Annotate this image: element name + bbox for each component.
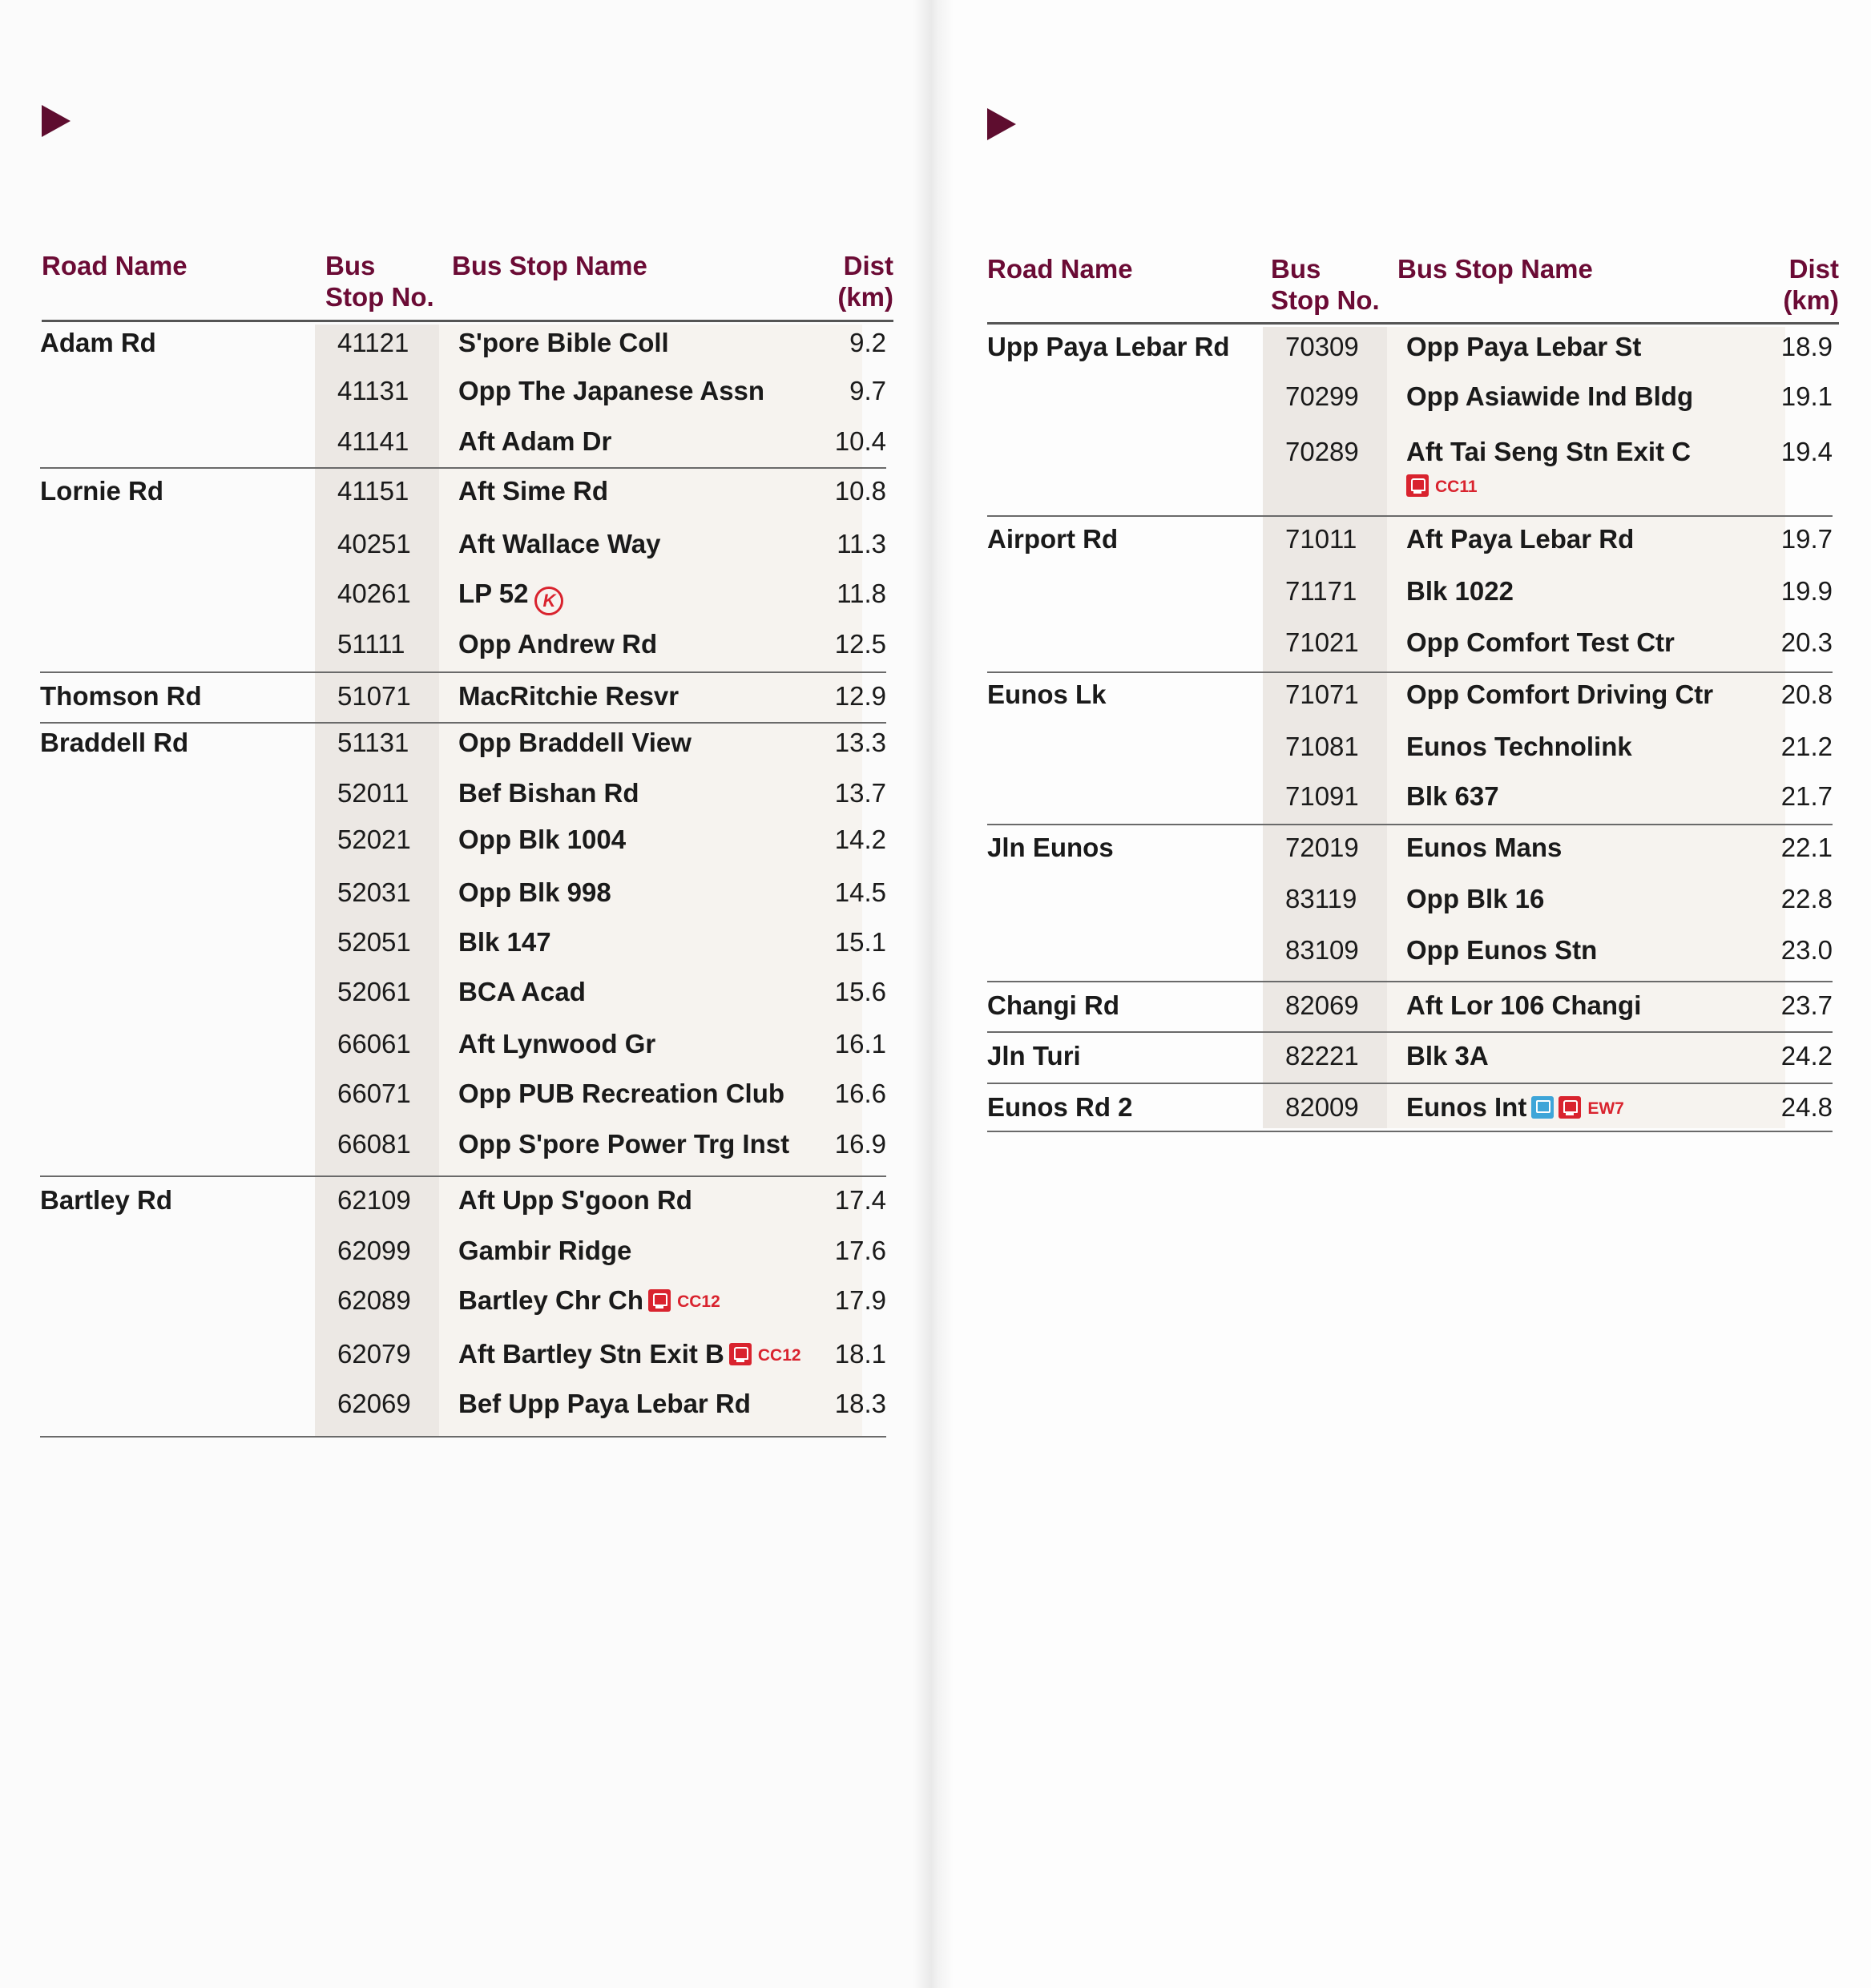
group-separator (987, 981, 1833, 982)
bus-stop-number: 72019 (1285, 833, 1359, 862)
mrt-station-code: EW7 (1587, 1099, 1624, 1118)
bus-stop-name-text: Opp The Japanese Assn (458, 376, 765, 405)
group-separator (987, 1031, 1833, 1033)
header-km: (km) (1783, 285, 1839, 315)
bus-stop-number: 62089 (337, 1285, 411, 1315)
bus-stop-name-text: Aft Bartley Stn Exit B (458, 1339, 724, 1369)
distance-km: 14.2 (834, 825, 886, 854)
header-stop-no: Stop No. (325, 282, 434, 312)
bus-stop-name-text: Bef Bishan Rd (458, 778, 639, 808)
bus-stop-number: 51071 (337, 681, 411, 711)
bus-stop-name-text: Eunos Int (1406, 1092, 1527, 1122)
header-road-name: Road Name (42, 251, 188, 280)
distance-km: 16.9 (834, 1129, 886, 1159)
bus-stop-number: 52011 (337, 778, 409, 808)
bus-stop-name-text: Aft Wallace Way (458, 529, 661, 558)
bus-stop-name-text: Opp Asiawide Ind Bldg (1406, 381, 1694, 411)
mrt-station-code: CC12 (757, 1346, 801, 1365)
group-separator (40, 671, 886, 673)
bus-stop-number: 40261 (337, 579, 411, 608)
distance-km: 18.9 (1780, 332, 1833, 361)
distance-km: 24.2 (1780, 1041, 1833, 1071)
road-name: Jln Turi (987, 1041, 1081, 1071)
bus-stop-number: 41121 (337, 328, 409, 357)
bus-stop-name (1406, 523, 1634, 555)
mrt-station-code: CC12 (677, 1292, 720, 1311)
bus-stop-name-text: BCA Acad (458, 977, 586, 1006)
bus-stop-number: 52051 (337, 927, 411, 957)
distance-km: 10.8 (834, 476, 886, 506)
bus-stop-name-text: Blk 1022 (1406, 576, 1514, 606)
bus-stop-number: 70299 (1285, 381, 1359, 411)
bus-stop-number: 51131 (337, 728, 409, 757)
bus-stop-number: 71081 (1285, 732, 1359, 761)
bus-stop-name-text: Opp Comfort Driving Ctr (1406, 679, 1714, 709)
header-bus: Bus (1271, 254, 1321, 284)
distance-km: 20.3 (1780, 627, 1833, 657)
bus-stop-name (458, 1028, 655, 1060)
road-name: Upp Paya Lebar Rd (987, 332, 1230, 361)
distance-km: 9.7 (849, 376, 886, 405)
bus-stop-name-text: Eunos Technolink (1406, 732, 1632, 761)
bus-stop-name (1406, 990, 1641, 1022)
road-name: Changi Rd (987, 990, 1119, 1020)
bus-stop-name (458, 1388, 751, 1420)
bus-stop-name-text: Opp Paya Lebar St (1406, 332, 1642, 361)
bus-stop-name (458, 327, 669, 359)
bus-stop-name-text: Bef Upp Paya Lebar Rd (458, 1389, 751, 1418)
group-separator (40, 1175, 886, 1177)
group-separator (40, 467, 886, 469)
mrt-train-icon (729, 1343, 752, 1365)
bus-stop-number: 71171 (1285, 576, 1357, 606)
mrt-train-icon (648, 1289, 671, 1312)
bus-stop-number: 51111 (337, 629, 405, 659)
bus-stop-name-text: Gambir Ridge (458, 1236, 632, 1265)
distance-km: 19.4 (1780, 437, 1833, 466)
bus-stop-name (1406, 832, 1562, 864)
bus-stop-number: 82221 (1285, 1041, 1359, 1071)
bus-stop-name (458, 1184, 692, 1216)
bus-stop-name-text: Aft Lynwood Gr (458, 1029, 656, 1059)
distance-km: 12.9 (834, 681, 886, 711)
bus-stop-name (458, 1235, 631, 1267)
bus-stop-number: 70289 (1285, 437, 1359, 466)
header-bus: Bus (325, 251, 376, 280)
distance-km: 17.6 (834, 1236, 886, 1265)
bus-stop-name (458, 578, 563, 615)
bus-stop-name (458, 475, 608, 507)
bus-stop-name (1406, 627, 1675, 659)
bus-stop-number: 66061 (337, 1029, 411, 1059)
bus-stop-name (458, 727, 692, 759)
distance-km: 10.4 (834, 426, 886, 456)
bus-stop-number: 62069 (337, 1389, 411, 1418)
bus-stop-number: 82069 (1285, 990, 1359, 1020)
bus-stop-name-text: Opp Blk 1004 (458, 825, 627, 854)
bus-stop-name-text: Opp Blk 998 (458, 877, 611, 907)
bus-stop-name (1406, 1040, 1489, 1072)
distance-km: 11.3 (837, 529, 886, 558)
bus-stop-name (1406, 883, 1544, 915)
road-name: Eunos Rd 2 (987, 1092, 1133, 1122)
group-separator (987, 1083, 1833, 1084)
header-rule (42, 320, 893, 322)
group-separator (987, 515, 1833, 517)
bus-stop-name (458, 680, 679, 712)
bus-stop-number: 83109 (1285, 935, 1359, 965)
bus-stop-number: 71091 (1285, 781, 1359, 811)
mrt-indicator (1401, 470, 1478, 503)
road-name: Bartley Rd (40, 1185, 173, 1215)
bus-stop-name-text: Blk 147 (458, 927, 551, 957)
distance-km: 13.7 (834, 778, 886, 808)
page-gutter (913, 0, 954, 1988)
bus-stop-number: 40251 (337, 529, 411, 558)
bus-stop-number: 82009 (1285, 1092, 1359, 1122)
bus-stop-name (1406, 331, 1641, 363)
bus-stop-name (458, 777, 639, 809)
distance-km: 22.8 (1780, 884, 1833, 913)
distance-km: 21.7 (1780, 781, 1833, 811)
mrt-station-code: CC11 (1435, 478, 1478, 496)
bus-stop-name (458, 1128, 789, 1160)
mrt-train-icon (1406, 474, 1429, 497)
distance-km: 19.9 (1780, 576, 1833, 606)
bus-stop-name (458, 425, 611, 458)
distance-km: 15.1 (834, 927, 886, 957)
bus-stop-name-text: S'pore Bible Coll (458, 328, 669, 357)
distance-km: 23.7 (1780, 990, 1833, 1020)
bus-stop-name-text: Blk 3A (1406, 1041, 1489, 1071)
bus-stop-name-text: Bartley Chr Ch (458, 1285, 644, 1315)
bus-stop-number: 41131 (337, 376, 409, 405)
distance-km: 21.2 (1780, 732, 1833, 761)
distance-km: 18.3 (834, 1389, 886, 1418)
bus-stop-name-text: Opp Eunos Stn (1406, 935, 1598, 965)
header-rule (987, 322, 1839, 325)
bus-stop-name-text: Eunos Mans (1406, 833, 1563, 862)
bus-stop-name-text: Opp S'pore Power Trg Inst (458, 1129, 790, 1159)
distance-km: 19.7 (1780, 524, 1833, 554)
header-dist: Dist (1788, 254, 1839, 284)
group-separator (40, 722, 886, 724)
bus-stop-name-text: Aft Lor 106 Changi (1406, 990, 1642, 1020)
distance-km: 17.4 (834, 1185, 886, 1215)
bus-stop-number: 52061 (337, 977, 411, 1006)
bus-stop-number: 41141 (337, 426, 409, 456)
bus-stop-number: 62099 (337, 1236, 411, 1265)
bus-stop-name-text: Opp Andrew Rd (458, 629, 658, 659)
bus-stop-number: 70309 (1285, 332, 1359, 361)
bus-stop-name-text: MacRitchie Resvr (458, 681, 679, 711)
bus-stop-name (1406, 436, 1691, 468)
bus-stop-number: 71011 (1285, 524, 1357, 554)
bus-stop-number: 71021 (1285, 627, 1359, 657)
bus-stop-name-text: Aft Tai Seng Stn Exit C (1406, 437, 1692, 466)
bus-stop-name (458, 1338, 801, 1372)
group-separator (987, 1131, 1833, 1132)
bus-stop-name (1406, 780, 1499, 813)
header-stop-no: Stop No. (1271, 285, 1380, 315)
distance-km: 17.9 (834, 1285, 886, 1315)
road-name: Adam Rd (40, 328, 156, 357)
bus-stop-name (1406, 381, 1693, 413)
bus-stop-name (458, 976, 586, 1008)
bus-stop-name (458, 1284, 720, 1318)
bus-stop-number: 62109 (337, 1185, 411, 1215)
bus-stop-name-text: Aft Adam Dr (458, 426, 612, 456)
distance-km: 20.8 (1780, 679, 1833, 709)
bus-stop-name (1406, 934, 1597, 966)
bus-stop-name (458, 824, 626, 856)
bus-stop-number: 52031 (337, 877, 411, 907)
distance-km: 13.3 (834, 728, 886, 757)
road-name: Thomson Rd (40, 681, 202, 711)
distance-km: 22.1 (1780, 833, 1833, 862)
distance-km: 14.5 (834, 877, 886, 907)
bus-stop-name-text: Aft Paya Lebar Rd (1406, 524, 1635, 554)
bus-interchange-icon (1531, 1096, 1554, 1119)
bus-stop-number: 83119 (1285, 884, 1357, 913)
header-km: (km) (837, 282, 893, 312)
distance-km: 15.6 (834, 977, 886, 1006)
bus-stop-name (458, 375, 764, 407)
bus-stop-name (458, 528, 660, 560)
distance-km: 24.8 (1780, 1092, 1833, 1122)
bus-stop-name (1406, 575, 1514, 607)
bus-stop-name (1406, 731, 1632, 763)
distance-km: 23.0 (1780, 935, 1833, 965)
header-bus-stop-name: Bus Stop Name (452, 251, 647, 280)
distance-km: 16.6 (834, 1079, 886, 1108)
group-separator (987, 824, 1833, 825)
header-bus-stop-name: Bus Stop Name (1397, 254, 1593, 284)
bus-stop-name (1406, 679, 1713, 711)
section-arrow-icon (987, 108, 1016, 140)
road-name: Eunos Lk (987, 679, 1107, 709)
bus-stop-name (458, 926, 551, 958)
bus-stop-number: 66071 (337, 1079, 411, 1108)
distance-km: 16.1 (834, 1029, 886, 1059)
header-dist: Dist (843, 251, 893, 280)
bus-stop-number: 71071 (1285, 679, 1359, 709)
road-name: Jln Eunos (987, 833, 1114, 862)
road-name: Airport Rd (987, 524, 1119, 554)
bus-stop-name-text: Opp PUB Recreation Club (458, 1079, 785, 1108)
bus-stop-name-text: LP 52 (458, 579, 529, 608)
distance-km: 11.8 (837, 579, 886, 608)
bus-stop-number: 41151 (337, 476, 409, 506)
bus-stop-number: 62079 (337, 1339, 411, 1369)
bus-stop-name (458, 877, 611, 909)
distance-km: 12.5 (834, 629, 886, 659)
section-arrow-icon (42, 105, 71, 137)
group-separator (40, 1436, 886, 1438)
bus-stop-name (1406, 1091, 1624, 1125)
road-name: Braddell Rd (40, 728, 189, 757)
bus-stop-number: 52021 (337, 825, 411, 854)
bus-stop-name (458, 628, 657, 660)
distance-km: 18.1 (834, 1339, 886, 1369)
group-separator (987, 671, 1833, 673)
distance-km: 9.2 (849, 328, 886, 357)
bus-stop-name-text: Blk 637 (1406, 781, 1499, 811)
bus-stop-name (458, 1078, 784, 1110)
header-road-name: Road Name (987, 254, 1133, 284)
bus-stop-name-text: Aft Sime Rd (458, 476, 609, 506)
bus-stop-name-text: Aft Upp S'goon Rd (458, 1185, 692, 1215)
bus-stop-name-text: Opp Braddell View (458, 728, 692, 757)
mrt-train-icon (1558, 1096, 1581, 1119)
bus-stop-number: 66081 (337, 1129, 411, 1159)
bus-stop-name-text: Opp Comfort Test Ctr (1406, 627, 1675, 657)
road-name: Lornie Rd (40, 476, 163, 506)
distance-km: 19.1 (1780, 381, 1833, 411)
lamp-post-icon: K (534, 587, 563, 615)
bus-stop-name-text: Opp Blk 16 (1406, 884, 1545, 913)
